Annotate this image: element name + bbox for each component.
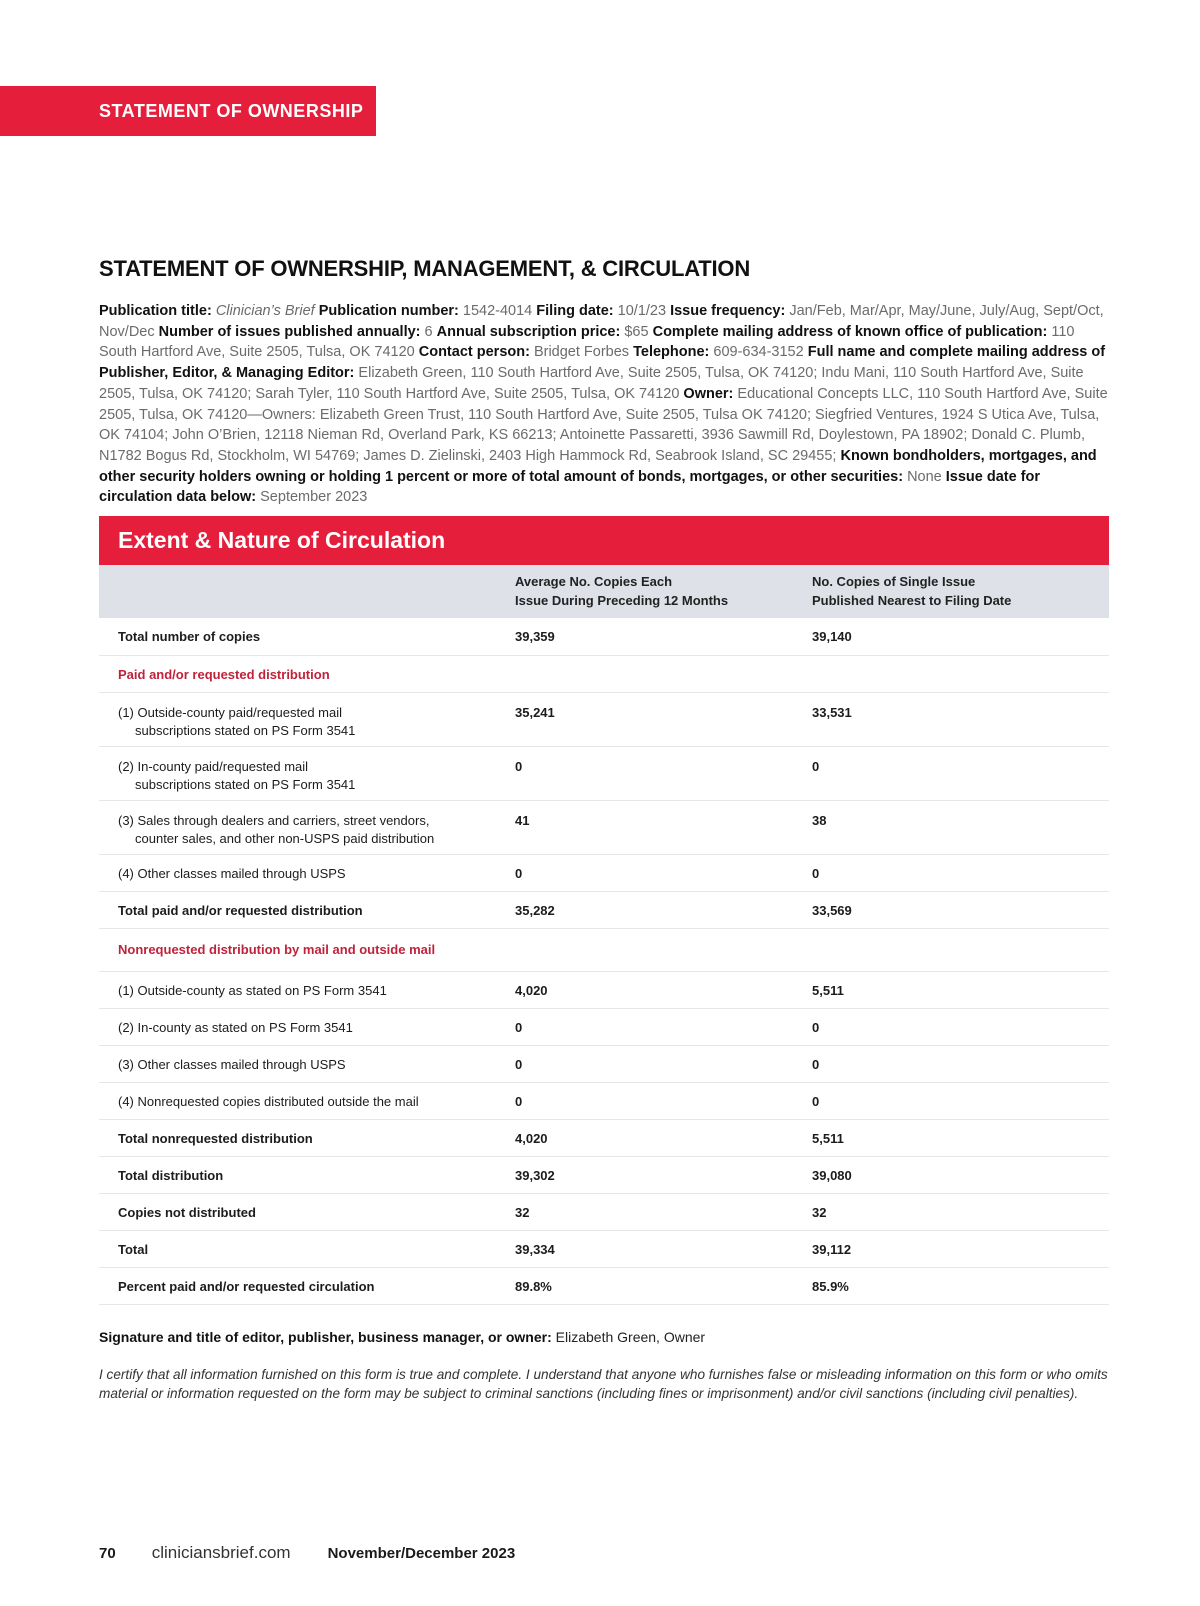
row-single: 33,569 [812,891,1109,928]
header-single-line1: No. Copies of Single Issue [812,574,976,589]
row-average: 0 [515,1082,812,1119]
label-subscription-price: Annual subscription price: [436,323,621,340]
row-single: 0 [812,1082,1109,1119]
row-label-line1: (2) In-county paid/requested mail [118,758,309,774]
table-row [99,692,1109,746]
header-average [515,565,812,618]
row-label: Total number of copies [99,618,515,655]
header-single [812,565,1109,618]
label-office-address: Complete mailing address of known office of publication: [652,323,1048,340]
label-issue-frequency: Issue frequency: [670,303,786,319]
value-telephone: 609-634-3152 [713,344,804,361]
row-label: (1) Outside-county as stated on PS Form 3541 [99,971,515,1008]
value-publication-title: Clinician’s Brief [215,303,315,319]
row-label [99,692,515,746]
table-row [99,1156,1109,1193]
row-label-line1: (1) Outside-county paid/requested mail [118,704,343,720]
row-single: 5,511 [812,971,1109,1008]
row-average: 0 [515,746,812,800]
row-label-line2: subscriptions stated on PS Form 3541 [135,777,356,792]
footer-issue: November/December 2023 [327,1545,516,1562]
row-single: 85.9% [812,1267,1109,1304]
certification-text: I certify that all information furnished on this form is true and complete. I understand that anyone who furnishes false or misleading information on this form or who omits material or information requested on the form may be subject to criminal sanctions (including fines or imprisonment) and/or civil sanctions (including civil penalties). [99,1367,1108,1401]
circulation-section [99,516,1109,1305]
value-issue-frequency: Jan/Feb, Mar/Apr, May/June, July/Aug, Sept/Oct, Nov/Dec [99,303,1104,340]
row-average: 35,241 [515,692,812,746]
table-row [99,971,1109,1008]
row-label: (4) Other classes mailed through USPS [99,854,515,891]
header-average-line2: Issue During Preceding 12 Months [515,592,729,608]
table-row [99,1267,1109,1304]
footer-site: cliniciansbrief.com [151,1543,291,1562]
circulation-heading: Extent & Nature of Circulation [99,516,1109,565]
row-single: 32 [812,1193,1109,1230]
section-banner: STATEMENT OF OWNERSHIP [0,86,376,136]
value-office-address: 110 South Hartford Ave, Suite 2505, Tulsa, OK 74120 [99,323,1075,361]
row-single: 33,531 [812,692,1109,746]
row-label: Total nonrequested distribution [99,1119,515,1156]
label-owner: Owner: [683,385,734,402]
row-label-line1: (3) Sales through dealers and carriers, street vendors, [118,812,430,828]
value-filing-date: 10/1/23 [617,303,667,319]
signature-line [99,1329,1109,1345]
row-average: 0 [515,1008,812,1045]
row-label-line2: subscriptions stated on PS Form 3541 [135,723,356,738]
row-label: Total paid and/or requested distribution [99,891,515,928]
row-label: (3) Other classes mailed through USPS [99,1045,515,1082]
signature-label: Signature and title of editor, publisher, business manager, or owner: [99,1329,552,1345]
label-contact: Contact person: [418,344,530,361]
row-average: 4,020 [515,971,812,1008]
row-label-line2: counter sales, and other non-USPS paid distribution [135,831,435,846]
table-row [99,746,1109,800]
page-footer [99,1543,515,1563]
row-average: 89.8% [515,1267,812,1304]
publication-info [99,301,1109,508]
row-label: Percent paid and/or requested circulation [99,1267,515,1304]
table-row [99,1193,1109,1230]
section-label-nonrequested: Nonrequested distribution by mail and outside mail [99,928,1109,971]
row-single: 39,112 [812,1230,1109,1267]
table-row [99,618,1109,655]
table-row [99,1082,1109,1119]
header-empty [99,565,515,618]
table-row [99,854,1109,891]
header-single-line2: Published Nearest to Filing Date [812,592,1012,608]
label-bondholders: Known bondholders, mortgages, and other security holders owning or holding 1 percent or more of total amount of bonds, mortgages, or other securities: [99,447,1097,485]
row-single: 0 [812,1008,1109,1045]
section-label-paid: Paid and/or requested distribution [99,655,1109,692]
value-owner: Educational Concepts LLC, 110 South Hartford Ave, Suite 2505, Tulsa, OK 74120—Owners: Elizabeth Green Trust, 110 South Hartford Ave, Suite 2505, Tulsa OK 74120; Siegfried Ventures, 1924 S Utica Ave, Tulsa, OK 74104; John O’Brien, 12118 Nieman Rd, Overland Park, KS 66213; Antoinette Passaretti, 3936 Sawmill Rd, Doylestown, PA 18902; Donald C. Plumb, N1782 Bogus Rd, Stockholm, WI 54769; James D. Zielinski, 2403 High Hammock Rd, Seabrook Island, SC 29455; [99,385,1108,464]
value-issue-date: September 2023 [260,489,368,506]
row-average: 0 [515,854,812,891]
row-label: Copies not distributed [99,1193,515,1230]
row-single: 0 [812,746,1109,800]
label-issues-annually: Number of issues published annually: [158,323,421,340]
row-single: 39,140 [812,618,1109,655]
label-publication-number: Publication number: [318,303,459,319]
row-label [99,800,515,854]
row-average: 0 [515,1045,812,1082]
page-number: 70 [99,1545,116,1562]
label-publication-title: Publication title: [99,303,212,319]
table-header-row [99,565,1109,618]
page-title: STATEMENT OF OWNERSHIP, MANAGEMENT, & CIRCULATION [99,256,751,281]
table-row [99,891,1109,928]
value-issues-annually: 6 [424,323,433,340]
value-editors: Elizabeth Green, 110 South Hartford Ave, Suite 2505, Tulsa, OK 74120; Indu Mani, 110 South Hartford Ave, Suite 2505, Tulsa, OK 74120; Sarah Tyler, 110 South Hartford Ave, Suite 2505, Tulsa, OK 74120 [99,365,1084,402]
row-label [99,746,515,800]
label-issue-date: Issue date for circulation data below: [99,468,1041,506]
row-single: 0 [812,1045,1109,1082]
table-row [99,800,1109,854]
section-row [99,655,1109,692]
table-row [99,1119,1109,1156]
label-editors: Full name and complete mailing address of Publisher, Editor, & Managing Editor: [99,344,1106,382]
table-row [99,1045,1109,1082]
row-average: 41 [515,800,812,854]
signature-value: Elizabeth Green, Owner [555,1329,706,1345]
table-row [99,1230,1109,1267]
section-row [99,928,1109,971]
header-average-line1: Average No. Copies Each [515,574,673,589]
row-single: 39,080 [812,1156,1109,1193]
row-average: 35,282 [515,891,812,928]
label-telephone: Telephone: [633,344,710,361]
row-average: 39,302 [515,1156,812,1193]
row-average: 32 [515,1193,812,1230]
row-label: (2) In-county as stated on PS Form 3541 [99,1008,515,1045]
label-filing-date: Filing date: [536,303,614,319]
row-single: 38 [812,800,1109,854]
value-bondholders: None [907,468,942,485]
row-label: Total [99,1230,515,1267]
value-subscription-price: $65 [624,323,649,340]
value-publication-number: 1542-4014 [462,303,533,319]
table-row [99,1008,1109,1045]
row-average: 39,359 [515,618,812,655]
row-average: 39,334 [515,1230,812,1267]
row-single: 5,511 [812,1119,1109,1156]
row-label: Total distribution [99,1156,515,1193]
circulation-table [99,565,1109,1305]
row-average: 4,020 [515,1119,812,1156]
row-single: 0 [812,854,1109,891]
value-contact: Bridget Forbes [533,344,630,361]
row-label: (4) Nonrequested copies distributed outside the mail [99,1082,515,1119]
